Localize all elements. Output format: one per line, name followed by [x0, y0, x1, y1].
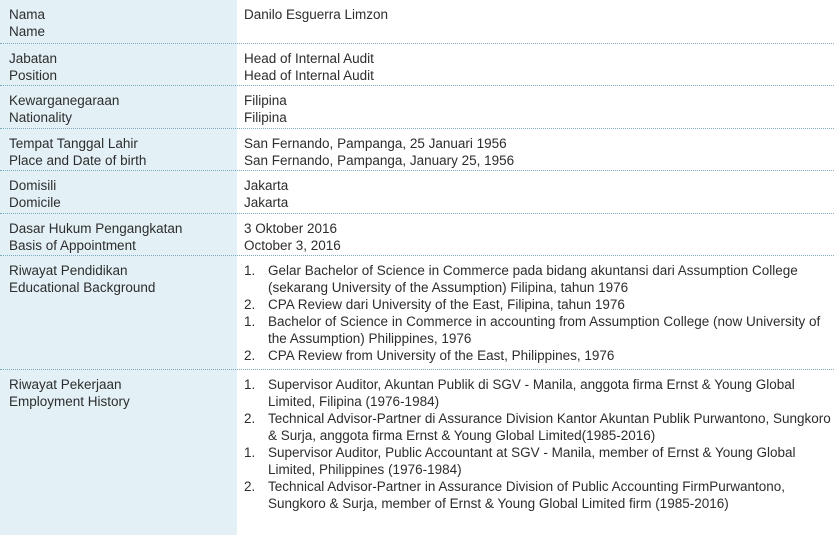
list-text: Supervisor Auditor, Public Accountant at SGV - Manila, member of Ernst & Young Global Limited, Philippines (1976-1984) [268, 445, 796, 477]
list-item [244, 296, 834, 313]
value-indonesian: San Fernando, Pampanga, 25 Januari 1956 [244, 136, 507, 151]
row-value [244, 92, 834, 126]
list-number: 1. [244, 445, 256, 460]
row-education [0, 256, 834, 370]
row-label [9, 92, 234, 126]
list-number: 1. [244, 263, 256, 278]
value-indonesian: Head of Internal Audit [244, 51, 374, 66]
row-label [9, 376, 234, 410]
employment-list [244, 376, 834, 512]
list-text: CPA Review dari University of the East, Filipina, tahun 1976 [268, 297, 625, 312]
value-indonesian: 3 Oktober 2016 [244, 221, 338, 236]
label-english: Employment History [9, 394, 130, 409]
label-english: Position [9, 68, 58, 83]
row-appointment [0, 214, 834, 256]
row-name [0, 0, 834, 44]
list-number: 2. [244, 297, 256, 312]
list-item [244, 347, 834, 364]
label-english: Educational Background [9, 280, 156, 295]
list-text: Supervisor Auditor, Akuntan Publik di SGV - Manila, anggota firma Ernst & Young Global Limited, Filipina (1976-1984) [268, 377, 795, 409]
row-domicile [0, 171, 834, 214]
list-text: Technical Advisor-Partner di Assurance Division Kantor Akuntan Publik Purwantono, Sungkoro & Surja, anggota firma Ernst & Young Global Limited(1985-2016) [268, 411, 831, 443]
label-english: Place and Date of birth [9, 153, 147, 168]
education-list [244, 262, 834, 364]
list-text: Bachelor of Science in Commerce in accounting from Assumption College (now University of the Assumption) Philippines, 1976 [268, 314, 821, 346]
value-indonesian: Filipina [244, 93, 287, 108]
label-english: Basis of Appointment [9, 238, 136, 253]
list-text: Technical Advisor-Partner in Assurance Division of Public Accounting FirmPurwantono, Sungkoro & Surja, member of Ernst & Young Global Limited firm (1985-2016) [268, 479, 785, 511]
list-item [244, 478, 834, 512]
label-indonesian: Jabatan [9, 51, 58, 66]
label-indonesian: Domisili [9, 178, 57, 193]
label-english: Domicile [9, 195, 61, 210]
label-indonesian: Nama [9, 7, 46, 22]
row-label [9, 50, 234, 84]
row-birth [0, 129, 834, 171]
label-indonesian: Riwayat Pendidikan [9, 263, 128, 278]
list-item [244, 262, 834, 296]
list-text: CPA Review from University of the East, Philippines, 1976 [268, 348, 615, 363]
row-label [9, 6, 234, 40]
value-english: Head of Internal Audit [244, 68, 374, 83]
list-number: 1. [244, 314, 256, 329]
row-employment [0, 370, 834, 535]
label-english: Name [9, 24, 46, 39]
list-number: 2. [244, 479, 256, 494]
row-value [244, 177, 834, 211]
value-indonesian: Danilo Esguerra Limzon [244, 7, 389, 22]
list-item [244, 444, 834, 478]
value-english: San Fernando, Pampanga, January 25, 1956 [244, 153, 515, 168]
list-item [244, 313, 834, 347]
row-label [9, 177, 234, 211]
label-indonesian: Dasar Hukum Pengangkatan [9, 221, 183, 236]
list-item [244, 410, 834, 444]
row-position [0, 44, 834, 86]
value-english: October 3, 2016 [244, 238, 341, 253]
row-label [9, 135, 234, 169]
list-number: 2. [244, 348, 256, 363]
label-indonesian: Riwayat Pekerjaan [9, 377, 122, 392]
label-indonesian: Tempat Tanggal Lahir [9, 136, 138, 151]
label-english: Nationality [9, 110, 73, 125]
value-english: Filipina [244, 110, 287, 125]
row-value [244, 135, 834, 169]
row-value [244, 6, 834, 23]
label-indonesian: Kewarganegaraan [9, 93, 120, 108]
row-nationality [0, 86, 834, 129]
value-indonesian: Jakarta [244, 178, 289, 193]
row-label [9, 262, 234, 296]
row-value [244, 50, 834, 84]
row-value [244, 376, 834, 512]
list-item [244, 376, 834, 410]
row-value [244, 262, 834, 364]
list-number: 1. [244, 377, 256, 392]
row-label [9, 220, 234, 254]
row-value [244, 220, 834, 254]
value-english: Jakarta [244, 195, 289, 210]
list-text: Gelar Bachelor of Science in Commerce pada bidang akuntansi dari Assumption College (sekarang University of the Assumption) Filipina, tahun 1976 [268, 263, 798, 295]
list-number: 2. [244, 411, 256, 426]
